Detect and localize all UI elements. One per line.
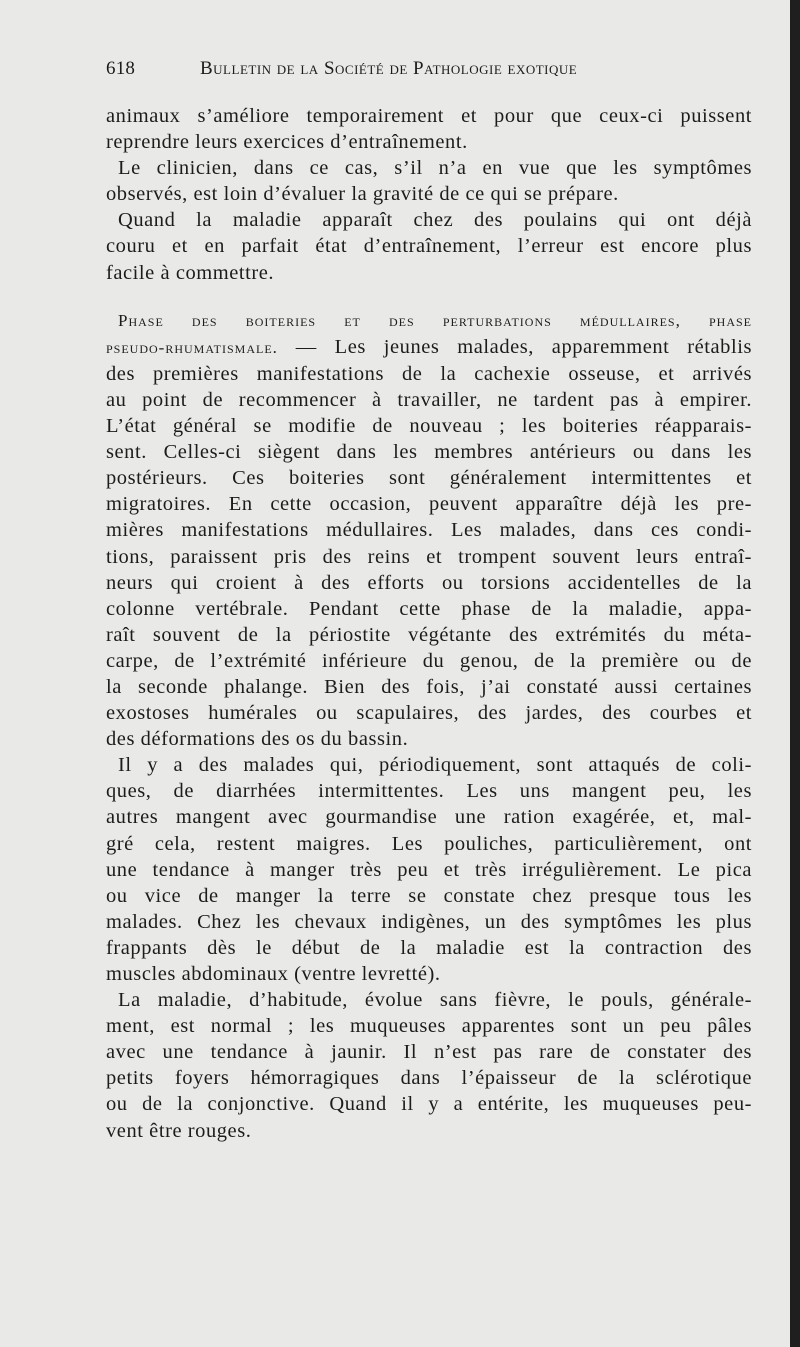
text-line: tions, paraissent pris des reins et trompent souvent leurs entraî- (106, 545, 752, 568)
section-spacer (106, 286, 752, 308)
section-lead-text: — Les jeunes malades, apparemment rétablis (277, 335, 752, 358)
text-line: colonne vertébrale. Pendant cette phase de la maladie, appa- (106, 597, 752, 620)
text-line: ques, de diarrhées intermittentes. Les uns mangent peu, les (106, 780, 752, 803)
body-text (106, 103, 752, 1144)
paragraph-2 (106, 155, 752, 207)
section-title-tail: pseudo-rhumatismale. (106, 337, 278, 357)
text-line: animaux s’améliore temporairement et pour que ceux-ci puissent (106, 105, 752, 127)
text-line: ou vice de manger la terre se constate chez presque tous les (106, 884, 752, 907)
text-line: ment, est normal ; les muqueuses apparentes sont un peu pâles (106, 1015, 752, 1038)
text-line: des déformations des os du bassin. (106, 728, 409, 751)
text-line: reprendre leurs exercices d’entraînement. (106, 131, 468, 154)
section-title-line (106, 334, 752, 361)
text-line: exostoses humérales ou scapulaires, des jardes, des courbes et (106, 702, 752, 725)
paragraph-4 (106, 361, 752, 752)
text-line: Quand la maladie apparaît chez des poulains qui ont déjà (118, 209, 752, 232)
text-line: facile à commettre. (106, 261, 275, 284)
text-line: L’état général se modifie de nouveau ; les boiteries réapparais- (106, 415, 752, 438)
page-edge-shadow (790, 0, 800, 1347)
text-line: avec une tendance à jaunir. Il n’est pas rare de constater des (106, 1041, 752, 1064)
text-line: malades. Chez les chevaux indigènes, un des symptômes les plus (106, 910, 752, 933)
text-line: des premières manifestations de la cachexie osseuse, et arrivés (106, 362, 752, 385)
text-line: carpe, de l’extrémité inférieure du genou, de la première ou de (106, 649, 752, 672)
text-line: Le clinicien, dans ce cas, s’il n’a en vue que les symptômes (118, 157, 752, 180)
page-number: 618 (106, 58, 136, 79)
text-line: couru et en parfait état d’entraînement, l’erreur est encore plus (106, 235, 752, 258)
text-line: autres mangent avec gourmandise une ration exagérée, et, mal- (106, 806, 752, 829)
section-heading (106, 308, 752, 361)
section-title-line: Phase des boiteries et des perturbations médullaires, phase (118, 310, 752, 330)
text-line: frappants dès le début de la maladie est la contraction des (106, 936, 752, 959)
text-line: postérieurs. Ces boiteries sont généralement intermittentes et (106, 467, 752, 490)
text-line: la seconde phalange. Bien des fois, j’ai constaté aussi certaines (106, 675, 752, 698)
journal-title: Bulletin de la Société de Pathologie exotique (200, 58, 578, 79)
text-line: ou de la conjonctive. Quand il y a entérite, les muqueuses peu- (106, 1093, 752, 1116)
text-line: une tendance à manger très peu et très irrégulièrement. Le pica (106, 858, 752, 881)
text-line: Il y a des malades qui, périodiquement, sont attaqués de coli- (118, 754, 752, 777)
text-line: mières manifestations médullaires. Les malades, dans ces condi- (106, 519, 752, 542)
text-line: La maladie, d’habitude, évolue sans fièvre, le pouls, générale- (118, 989, 752, 1012)
text-line: raît souvent de la périostite végétante des extrémités du méta- (106, 623, 752, 646)
text-line: muscles abdominaux (ventre levretté). (106, 963, 441, 985)
text-line: sent. Celles-ci siègent dans les membres antérieurs ou dans les (106, 441, 752, 464)
paragraph-5 (106, 752, 752, 987)
paragraph-1 (106, 103, 752, 155)
running-head (106, 58, 756, 86)
text-line: au point de recommencer à travailler, ne tardent pas à empirer. (106, 388, 752, 411)
text-line: gré cela, restent maigres. Les pouliches, particulièrement, ont (106, 832, 752, 855)
text-line: migratoires. En cette occasion, peuvent apparaître déjà les pre- (106, 493, 752, 516)
text-line: observés, est loin d’évaluer la gravité de ce qui se prépare. (106, 183, 619, 206)
text-line: petits foyers hémorragiques dans l’épaisseur de la sclérotique (106, 1067, 752, 1090)
paragraph-6 (106, 987, 752, 1144)
paragraph-3 (106, 207, 752, 285)
text-line: vent être rouges. (106, 1119, 252, 1142)
text-line: neurs qui croient à des efforts ou torsions accidentelles de la (106, 571, 752, 594)
